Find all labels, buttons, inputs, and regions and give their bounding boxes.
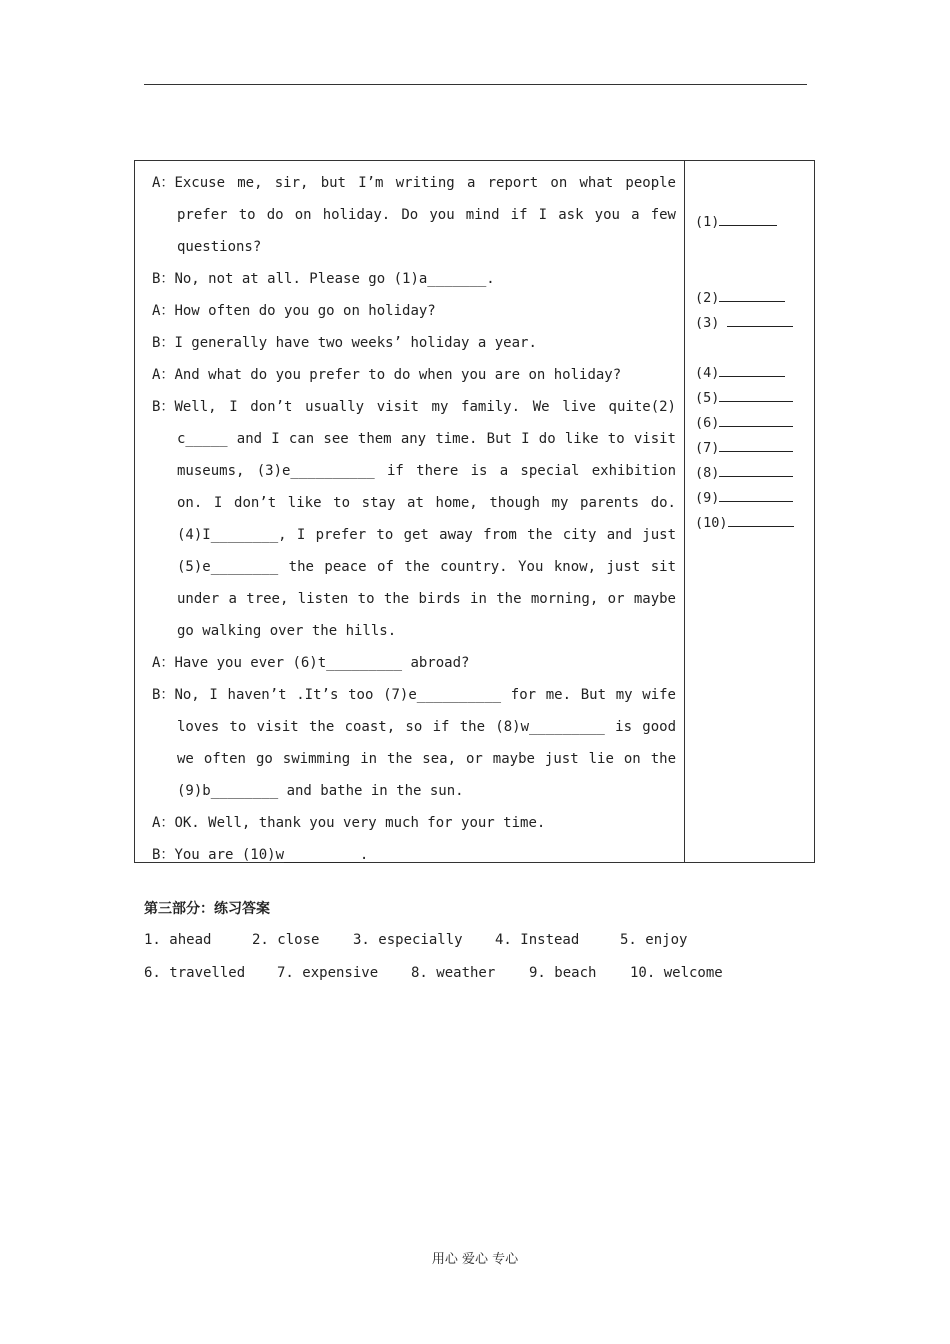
answer-blank[interactable]: (3) [695,311,793,333]
answer-blank[interactable]: (7) [695,436,793,458]
answer-key-item: 1. ahead [144,932,212,948]
blank-line[interactable] [719,361,785,377]
answer-key-item: 9. beach [529,965,597,981]
line-text: How often do you go on holiday? [174,303,436,319]
dialogue-line [144,263,676,295]
line-text: And what do you prefer to do when you are on holiday? [174,367,622,383]
answer-blanks-cell [685,161,814,862]
answer-key-item: 10. welcome [630,965,723,981]
answer-blank[interactable]: (1) [695,210,777,232]
blank-line[interactable] [719,210,777,226]
dialogue-line [144,807,676,839]
dialogue-cell [135,161,685,862]
dialogue-text [144,167,676,871]
answer-blank[interactable]: (9) [695,486,793,508]
dialogue-line [144,839,676,871]
dialogue-line [144,327,676,359]
answer-blank[interactable]: (4) [695,361,785,383]
blank-line[interactable] [719,486,793,502]
answer-key-item: 5. enjoy [620,932,688,948]
header-rule [144,84,807,85]
line-text: OK. Well, thank you very much for your time. [174,815,546,831]
blank-line[interactable] [719,286,785,302]
speaker-label: A： [152,367,175,383]
speaker-label: A： [152,815,175,831]
blank-line[interactable] [719,411,793,427]
answer-blank[interactable]: (10) [695,511,794,533]
speaker-label: B： [152,335,175,351]
dialogue-line [144,167,676,263]
exercise-table [134,160,815,863]
blank-line[interactable] [719,461,793,477]
blank-line[interactable] [719,436,793,452]
answer-key-item: 4. Instead [495,932,580,948]
line-text: Well, I don’t usually visit my family. We live quite(2) c_____ and I can see them any time. But I do like to visit museums, (3)e__________ if there is a special exhibition on. I don’t like to stay at home, though my parents do. (4)I________, I prefer to get away from the city and just (5)e________ the peace of the country. You know, just sit under a tree, listen to the birds in the morning, or maybe go walking over the hills. [174,399,676,639]
blank-line[interactable] [728,511,794,527]
dialogue-line [144,679,676,807]
speaker-label: B： [152,847,175,863]
dialogue-line [144,295,676,327]
page-footer: 用心 爱心 专心 [431,1252,519,1267]
dialogue-line [144,647,676,679]
answer-key-item: 8. weather [411,965,496,981]
blank-line[interactable] [727,311,793,327]
speaker-label: B： [152,271,175,287]
line-text: I generally have two weeks’ holiday a year. [174,335,537,351]
answer-key-item: 3. especially [353,932,463,948]
speaker-label: A： [152,303,175,319]
speaker-label: B： [152,399,175,415]
line-text: No, I haven’t .It’s too (7)e__________ for me. But my wife loves to visit the coast, so if the (8)w_________ is good we often go swimming in the sea, or maybe just lie on the (9)b________ and bathe in the sun. [174,687,676,799]
answer-blank[interactable]: (6) [695,411,793,433]
answer-blank[interactable]: (2) [695,286,785,308]
dialogue-line [144,359,676,391]
speaker-label: B： [152,687,175,703]
line-text: Have you ever (6)t_________ abroad? [174,655,470,671]
line-text: No, not at all. Please go (1)a_______. [174,271,495,287]
line-text: Excuse me, sir, but I’m writing a report on what people prefer to do on holiday. Do you mind if I ask you a few questions? [174,175,676,255]
line-text: You are (10)w_________. [174,847,369,863]
dialogue-line [144,391,676,647]
answer-blank[interactable]: (8) [695,461,793,483]
answer-key-item: 2. close [252,932,320,948]
speaker-label: A： [152,175,175,191]
answer-blank[interactable]: (5) [695,386,793,408]
answer-key-item: 7. expensive [277,965,379,981]
answer-key-item: 6. travelled [144,965,246,981]
speaker-label: A： [152,655,175,671]
answer-section-title: 第三部分：练习答案 [144,901,270,917]
blank-line[interactable] [719,386,793,402]
